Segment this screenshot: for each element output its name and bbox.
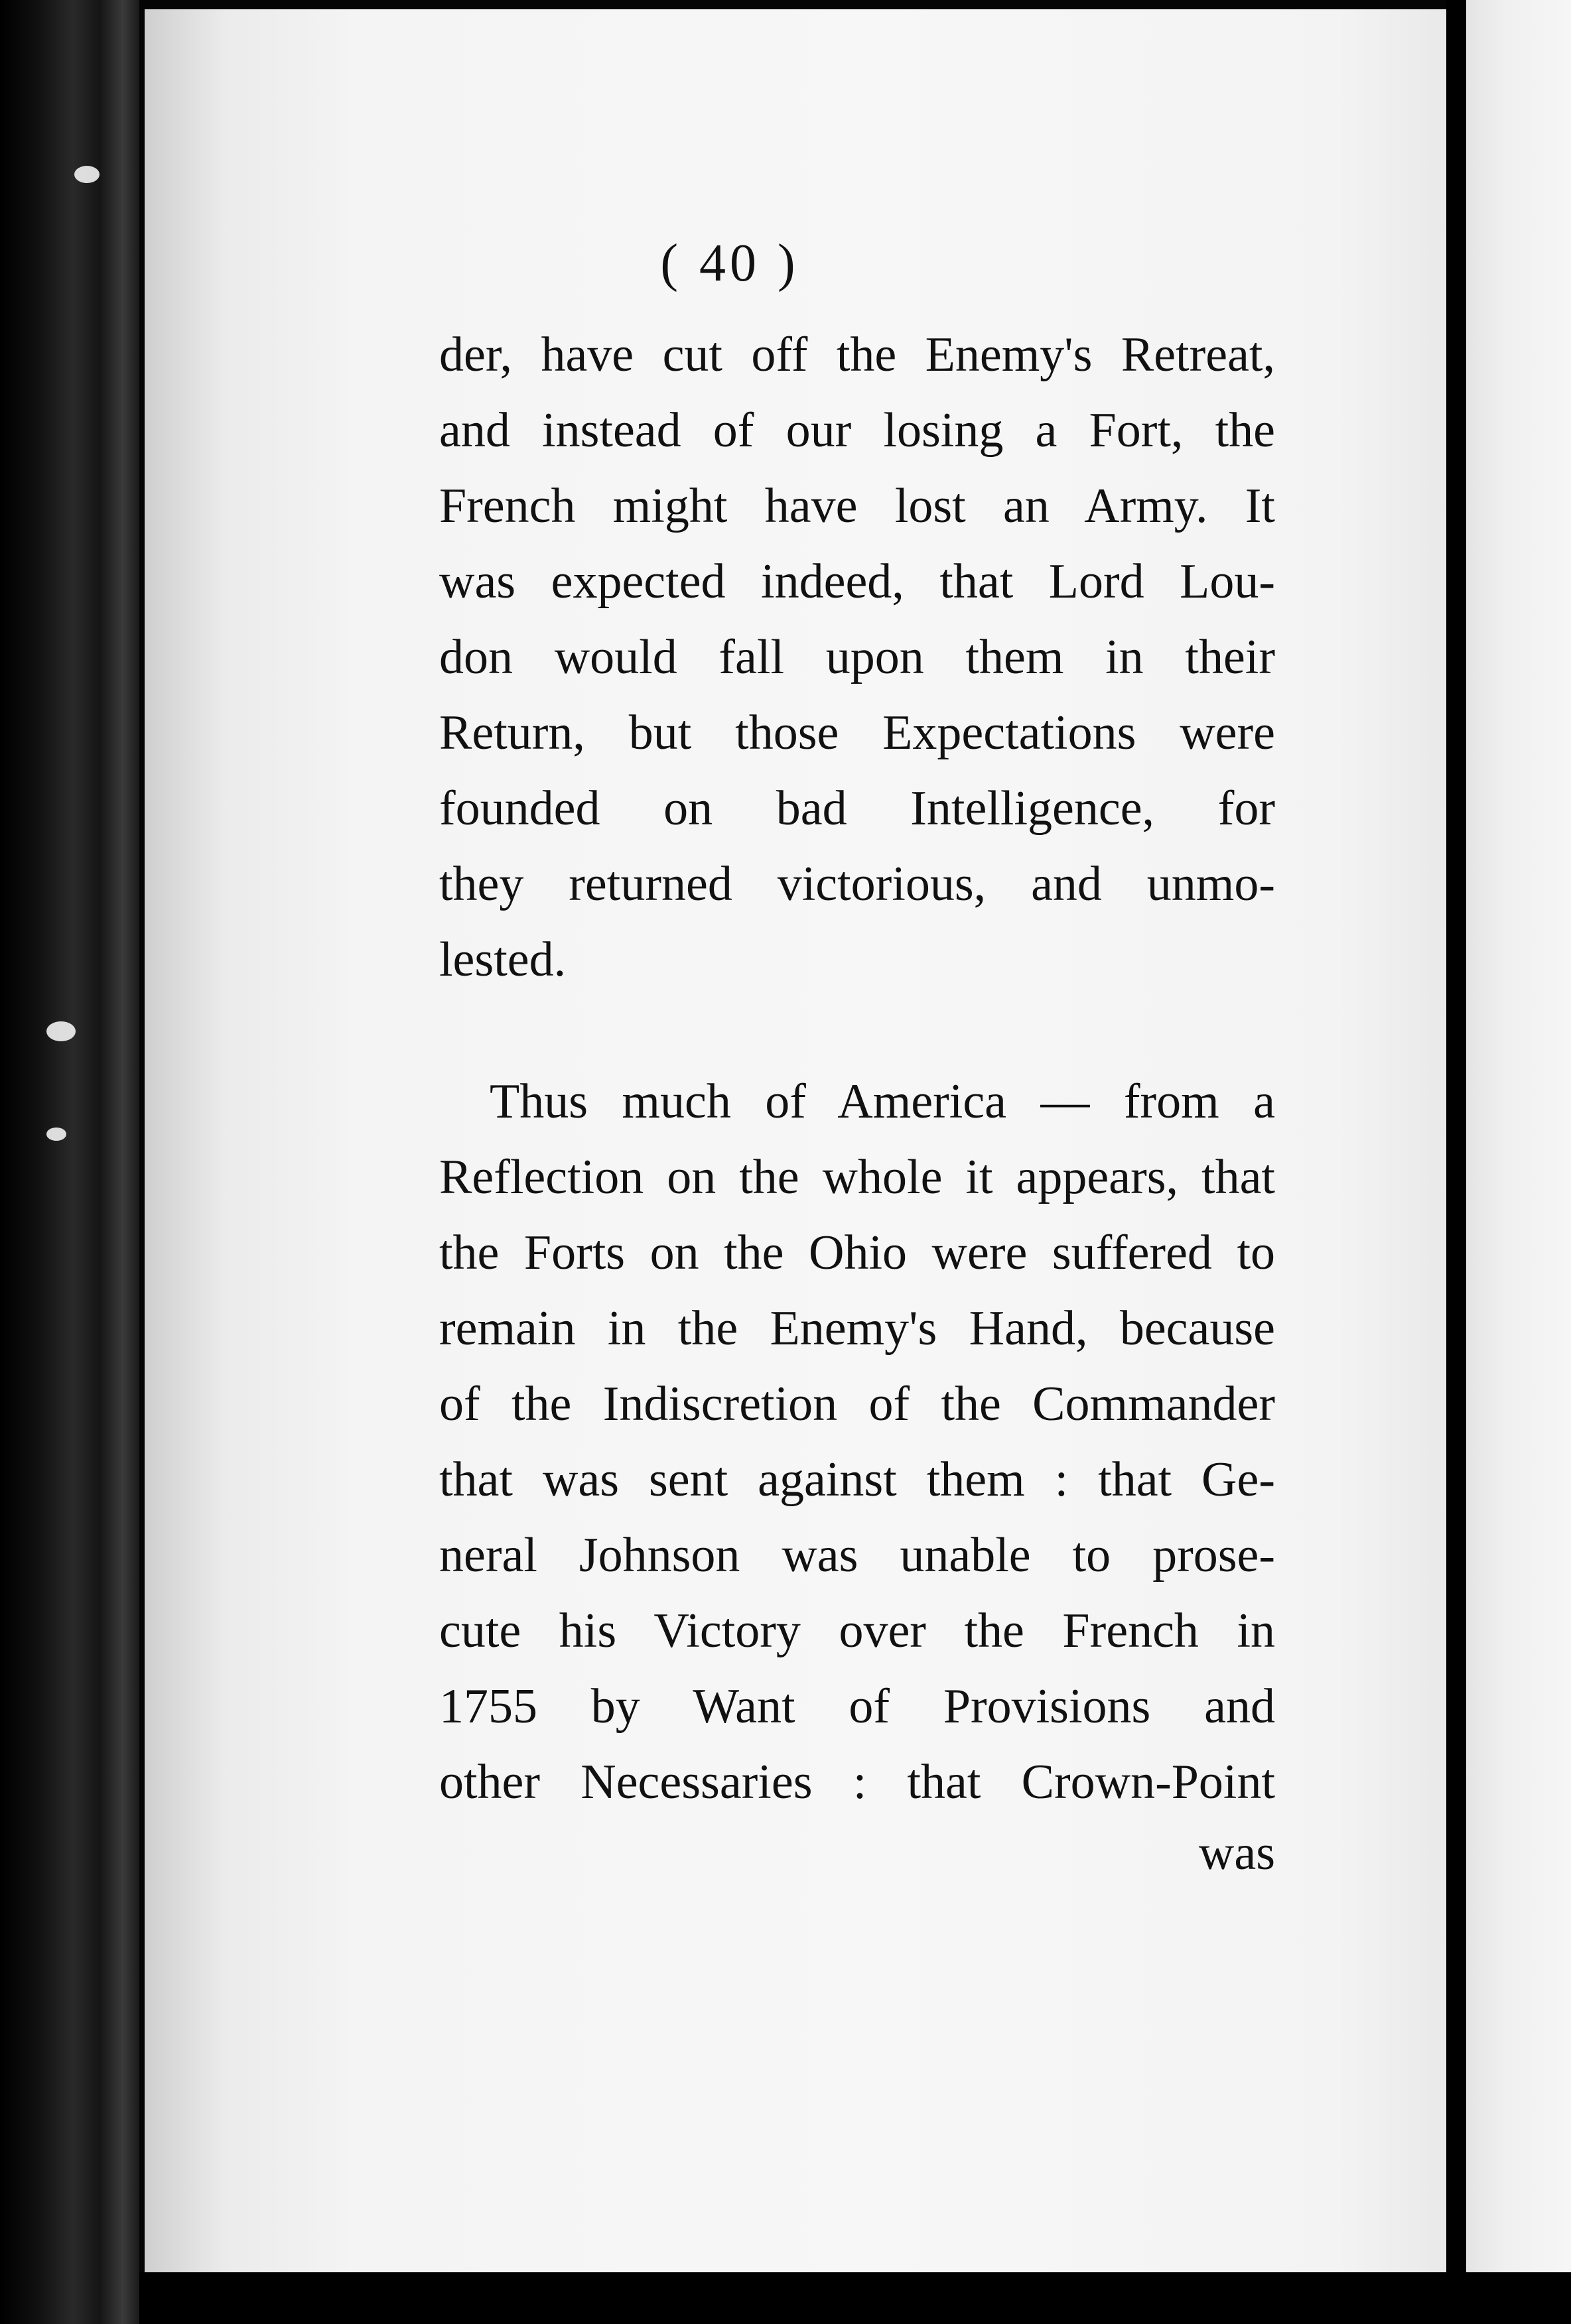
body-text — [439, 317, 1275, 1820]
text-line: of the Indiscretion of the Commander — [439, 1377, 1275, 1431]
text-line: was expected indeed, that Lord Lou- — [439, 554, 1275, 609]
text-line: Thus much of America — from a — [490, 1074, 1275, 1129]
text-line: der, have cut off the Enemy's Retreat, — [439, 328, 1275, 382]
book-spine-edge — [0, 0, 139, 2324]
catchword: was — [1198, 1826, 1275, 1880]
text-line: founded on bad Intelligence, for — [439, 781, 1275, 836]
text-line: lested. — [439, 933, 567, 987]
page-number: ( 40 ) — [660, 234, 799, 292]
scan-speck — [46, 1021, 76, 1041]
text-line: and instead of our losing a Fort, the — [439, 403, 1275, 458]
text-line: that was sent against them : that Ge- — [439, 1452, 1275, 1507]
facing-page-edge — [1466, 0, 1571, 2324]
scan-speck — [74, 166, 100, 183]
text-line: the Forts on the Ohio were suffered to — [439, 1226, 1275, 1280]
text-line: Return, but those Expectations were — [439, 706, 1275, 760]
scan-bottom-edge — [139, 2272, 1571, 2324]
page-edge-shadow — [1446, 0, 1466, 2324]
text-line: don would fall upon them in their — [439, 630, 1275, 684]
text-line: they returned victorious, and unmo- — [439, 857, 1275, 911]
text-line: 1755 by Want of Provisions and — [439, 1679, 1275, 1734]
scan-speck — [46, 1128, 66, 1141]
text-line: neral Johnson was unable to prose- — [439, 1528, 1275, 1582]
text-line: French might have lost an Army. It — [439, 479, 1275, 533]
text-line: cute his Victory over the French in — [439, 1604, 1275, 1658]
paragraph-gap — [439, 998, 1275, 1064]
text-line: other Necessaries : that Crown-Point — [439, 1755, 1275, 1809]
text-line: Reflection on the whole it appears, that — [439, 1150, 1275, 1204]
text-line: remain in the Enemy's Hand, because — [439, 1301, 1275, 1356]
